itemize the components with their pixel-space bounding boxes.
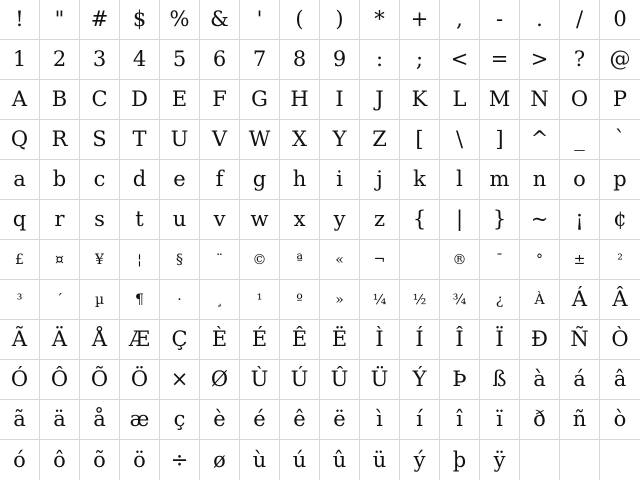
glyph-cell: x [280, 200, 320, 240]
glyph-cell: k [400, 160, 440, 200]
glyph-cell: D [120, 80, 160, 120]
glyph-cell: > [520, 40, 560, 80]
glyph-cell: 3 [80, 40, 120, 80]
glyph-cell: û [320, 440, 360, 480]
glyph-cell: ^ [520, 120, 560, 160]
glyph-cell: ª [280, 240, 320, 280]
glyph-cell: î [440, 400, 480, 440]
glyph-cell: ì [360, 400, 400, 440]
glyph-cell: Ú [280, 360, 320, 400]
glyph-cell: 8 [280, 40, 320, 80]
glyph-cell: V [200, 120, 240, 160]
glyph-cell: f [200, 160, 240, 200]
glyph-cell: ¾ [440, 280, 480, 320]
glyph-cell: ' [240, 0, 280, 40]
glyph-cell: í [400, 400, 440, 440]
glyph-cell: ` [600, 120, 640, 160]
glyph-cell: 9 [320, 40, 360, 80]
glyph-cell: 2 [40, 40, 80, 80]
glyph-cell: r [40, 200, 80, 240]
glyph-cell: À [520, 280, 560, 320]
glyph-cell: ë [320, 400, 360, 440]
glyph-cell: ß [480, 360, 520, 400]
glyph-cell: a [0, 160, 40, 200]
glyph-cell: ¢ [600, 200, 640, 240]
glyph-cell: \ [440, 120, 480, 160]
glyph-cell: Þ [440, 360, 480, 400]
glyph-cell: ± [560, 240, 600, 280]
glyph-cell: · [160, 280, 200, 320]
glyph-cell: ÷ [160, 440, 200, 480]
glyph-cell: G [240, 80, 280, 120]
glyph-cell: K [400, 80, 440, 120]
glyph-cell: Á [560, 280, 600, 320]
glyph-cell: E [160, 80, 200, 120]
glyph-cell: ¸ [200, 280, 240, 320]
glyph-cell: Ò [600, 320, 640, 360]
glyph-cell: ¥ [80, 240, 120, 280]
glyph-cell: ü [360, 440, 400, 480]
glyph-cell: B [40, 80, 80, 120]
glyph-cell: à [520, 360, 560, 400]
glyph-cell: Ý [400, 360, 440, 400]
glyph-cell: õ [80, 440, 120, 480]
glyph-cell: Ì [360, 320, 400, 360]
glyph-cell: ² [600, 240, 640, 280]
glyph-cell: Õ [80, 360, 120, 400]
glyph-cell: / [560, 0, 600, 40]
glyph-cell: L [440, 80, 480, 120]
glyph-cell: s [80, 200, 120, 240]
glyph-cell: È [200, 320, 240, 360]
glyph-cell: ) [320, 0, 360, 40]
glyph-cell: o [560, 160, 600, 200]
glyph-cell: ¬ [360, 240, 400, 280]
glyph-cell: C [80, 80, 120, 120]
glyph-cell: ® [440, 240, 480, 280]
glyph-cell: [ [400, 120, 440, 160]
glyph-cell: ( [280, 0, 320, 40]
glyph-cell: ¦ [120, 240, 160, 280]
glyph-cell: $ [120, 0, 160, 40]
glyph-cell: ê [280, 400, 320, 440]
glyph-cell: ¼ [360, 280, 400, 320]
glyph-cell: ] [480, 120, 520, 160]
glyph-cell: Y [320, 120, 360, 160]
glyph-cell: ð [520, 400, 560, 440]
glyph-cell: © [240, 240, 280, 280]
glyph-cell: U [160, 120, 200, 160]
glyph-cell: h [280, 160, 320, 200]
glyph-cell: ¡ [560, 200, 600, 240]
glyph-cell: è [200, 400, 240, 440]
glyph-cell: Ä [40, 320, 80, 360]
glyph-cell: Z [360, 120, 400, 160]
glyph-cell: R [40, 120, 80, 160]
glyph-cell: ¨ [200, 240, 240, 280]
glyph-cell: ò [600, 400, 640, 440]
glyph-cell: ý [400, 440, 440, 480]
glyph-cell: A [0, 80, 40, 120]
glyph-cell: ó [0, 440, 40, 480]
glyph-cell: ä [40, 400, 80, 440]
glyph-cell: É [240, 320, 280, 360]
glyph-cell: ú [280, 440, 320, 480]
glyph-cell: i [320, 160, 360, 200]
glyph-cell: Ó [0, 360, 40, 400]
glyph-cell: n [520, 160, 560, 200]
glyph-cell: j [360, 160, 400, 200]
glyph-cell: . [520, 0, 560, 40]
glyph-cell: p [600, 160, 640, 200]
glyph-cell: } [480, 200, 520, 240]
glyph-cell: ç [160, 400, 200, 440]
glyph-cell: P [600, 80, 640, 120]
glyph-cell: m [480, 160, 520, 200]
glyph-cell: Ê [280, 320, 320, 360]
glyph-cell: u [160, 200, 200, 240]
glyph-cell: J [360, 80, 400, 120]
glyph-cell: I [320, 80, 360, 120]
glyph-cell: 4 [120, 40, 160, 80]
glyph-cell: ¹ [240, 280, 280, 320]
glyph-cell: % [160, 0, 200, 40]
glyph-cell: þ [440, 440, 480, 480]
glyph-cell: â [600, 360, 640, 400]
glyph-cell: + [400, 0, 440, 40]
glyph-cell: @ [600, 40, 640, 80]
glyph-cell: æ [120, 400, 160, 440]
glyph-cell: y [320, 200, 360, 240]
glyph-cell: ¤ [40, 240, 80, 280]
glyph-cell: Q [0, 120, 40, 160]
glyph-cell: Û [320, 360, 360, 400]
glyph-cell: ô [40, 440, 80, 480]
glyph-cell: ¿ [480, 280, 520, 320]
glyph-cell: Ë [320, 320, 360, 360]
glyph-cell: ° [520, 240, 560, 280]
glyph-cell: b [40, 160, 80, 200]
glyph-cell: = [480, 40, 520, 80]
glyph-cell: ; [400, 40, 440, 80]
glyph-cell: Ñ [560, 320, 600, 360]
glyph-cell: 6 [200, 40, 240, 80]
glyph-cell: # [80, 0, 120, 40]
glyph-cell: , [440, 0, 480, 40]
glyph-cell: º [280, 280, 320, 320]
glyph-cell: d [120, 160, 160, 200]
glyph-cell [560, 440, 600, 480]
glyph-cell: H [280, 80, 320, 120]
glyph-cell: Å [80, 320, 120, 360]
glyph-cell: 0 [600, 0, 640, 40]
glyph-cell: ÿ [480, 440, 520, 480]
glyph-cell: å [80, 400, 120, 440]
glyph-cell: M [480, 80, 520, 120]
glyph-cell: Ï [480, 320, 520, 360]
glyph-cell: c [80, 160, 120, 200]
glyph-cell: Î [440, 320, 480, 360]
glyph-cell: Ç [160, 320, 200, 360]
glyph-cell: w [240, 200, 280, 240]
glyph-cell: Â [600, 280, 640, 320]
glyph-cell: N [520, 80, 560, 120]
glyph-cell: ! [0, 0, 40, 40]
glyph-cell: § [160, 240, 200, 280]
glyph-cell: ø [200, 440, 240, 480]
glyph-cell: Ø [200, 360, 240, 400]
glyph-cell: t [120, 200, 160, 240]
glyph-cell: ~ [520, 200, 560, 240]
glyph-cell: T [120, 120, 160, 160]
glyph-cell: Æ [120, 320, 160, 360]
glyph-cell: Ü [360, 360, 400, 400]
glyph-cell: O [560, 80, 600, 120]
glyph-cell: _ [560, 120, 600, 160]
glyph-cell [600, 440, 640, 480]
glyph-cell: « [320, 240, 360, 280]
glyph-cell: ã [0, 400, 40, 440]
glyph-cell: < [440, 40, 480, 80]
glyph-cell: Í [400, 320, 440, 360]
glyph-cell: 1 [0, 40, 40, 80]
glyph-cell: * [360, 0, 400, 40]
glyph-cell: ? [560, 40, 600, 80]
glyph-cell: X [280, 120, 320, 160]
glyph-cell: ù [240, 440, 280, 480]
glyph-cell: ñ [560, 400, 600, 440]
glyph-cell: & [200, 0, 240, 40]
glyph-cell: : [360, 40, 400, 80]
glyph-cell: l [440, 160, 480, 200]
glyph-cell: - [480, 0, 520, 40]
glyph-cell: W [240, 120, 280, 160]
glyph-cell: ö [120, 440, 160, 480]
glyph-cell: Ð [520, 320, 560, 360]
glyph-cell: ¶ [120, 280, 160, 320]
glyph-cell: " [40, 0, 80, 40]
glyph-cell: ¯ [480, 240, 520, 280]
glyph-cell: ´ [40, 280, 80, 320]
glyph-cell: q [0, 200, 40, 240]
glyph-cell: é [240, 400, 280, 440]
glyph-cell: á [560, 360, 600, 400]
glyph-cell: £ [0, 240, 40, 280]
glyph-cell: Ù [240, 360, 280, 400]
glyph-cell: Ô [40, 360, 80, 400]
glyph-cell: { [400, 200, 440, 240]
glyph-cell: e [160, 160, 200, 200]
glyph-cell: ½ [400, 280, 440, 320]
glyph-cell [400, 240, 440, 280]
glyph-cell: × [160, 360, 200, 400]
glyph-cell: v [200, 200, 240, 240]
glyph-cell: z [360, 200, 400, 240]
glyph-cell: ï [480, 400, 520, 440]
glyph-cell: Ã [0, 320, 40, 360]
glyph-cell: | [440, 200, 480, 240]
glyph-cell: 5 [160, 40, 200, 80]
glyph-cell: ³ [0, 280, 40, 320]
glyph-cell: F [200, 80, 240, 120]
glyph-cell: Ö [120, 360, 160, 400]
glyph-cell: g [240, 160, 280, 200]
glyph-cell: 7 [240, 40, 280, 80]
glyph-cell: » [320, 280, 360, 320]
glyph-cell: µ [80, 280, 120, 320]
glyph-cell [520, 440, 560, 480]
glyph-cell: S [80, 120, 120, 160]
